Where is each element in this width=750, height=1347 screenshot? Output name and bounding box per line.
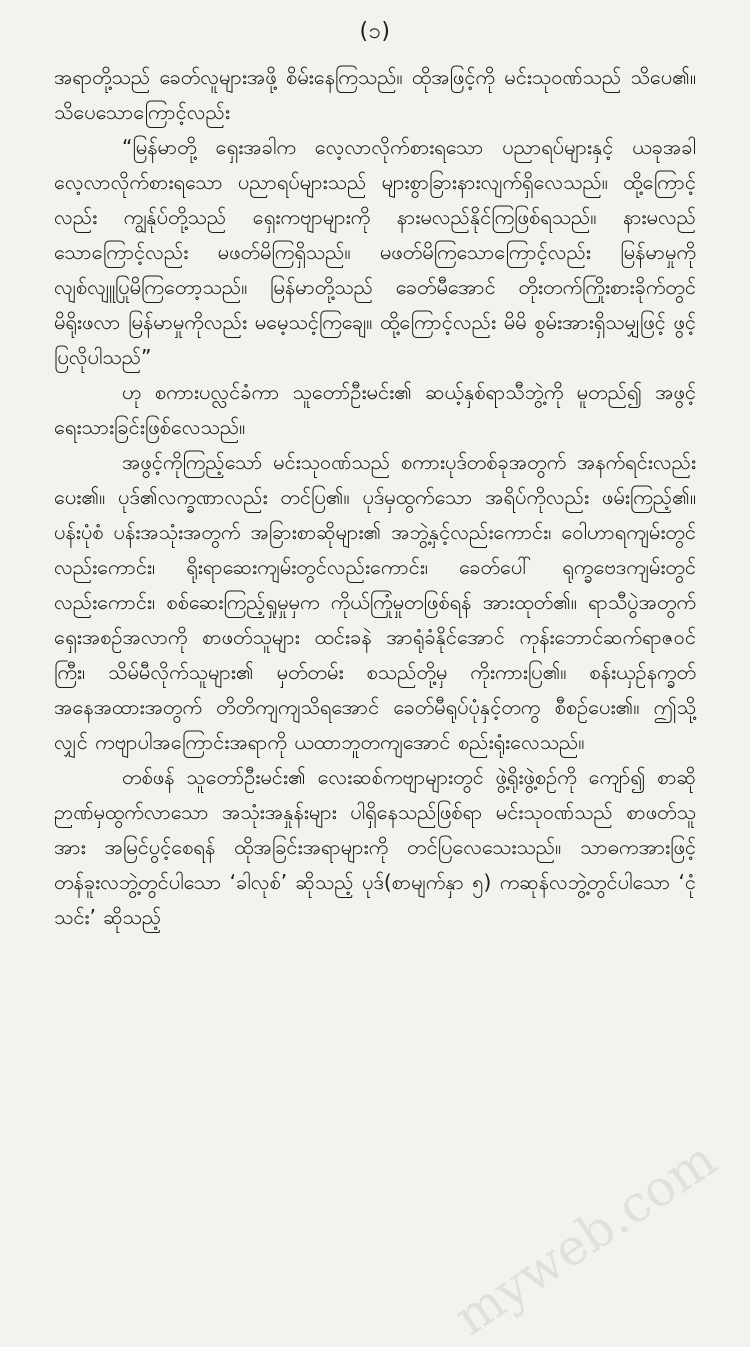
watermark-text: myweb.com	[443, 1129, 726, 1347]
page-number: (၁)	[359, 19, 391, 44]
paragraph-3: ဟု စကားပလ္လင်ခံကာ သူတော်ဦးမင်း၏ ဆယ့်နှစ်ရာသီဘွဲ့ကို မူတည်၍ အဖွင့်ရေးသားခြင်းဖြစ်လေသည်။	[54, 380, 696, 439]
paragraph-1: အရာတို့သည် ခေတ်လူများအဖို့ စိမ်းနေကြသည်။ ထိုအဖြင့်ကို မင်းသုဝဏ်သည် သိပေ၏။ သိပေသောကြောင့်လည်း	[54, 65, 696, 124]
quoted-paragraph: “မြန်မာတို့ ရှေးအခါက လေ့လာလိုက်စားရသော ပညာရပ်များနှင့် ယခုအခါ လေ့လာလိုက်စားရသော ပညာရပ်များသည် များစွာခြားနားလျက်ရှိလေသည်။ ထို့ကြောင့်လည်း ကျွန်ုပ်တို့သည် ရှေးကဗျာများကို နားမလည်နိုင်ကြဖြစ်ရသည်။ နားမလည်သောကြောင့်လည်း မဖတ်မိကြရှိသည်။ မဖတ်မိကြသောကြောင့်လည်း မြန်မာမှုကို လျစ်လျူပြုမိကြတော့သည်။ မြန်မာတို့သည် ခေတ်မီအောင် တိုးတက်ကြိုးစားခိုက်တွင် မိရိုးဖလာ မြန်မာမှုကိုလည်း မမေ့သင့်ကြချေ။ ထို့ကြောင့်လည်း မိမိ စွမ်းအားရှိသမျှဖြင့် ဖွင့်ပြလိုပါသည်”	[54, 135, 696, 369]
paragraph-5: တစ်ဖန် သူတော်ဦးမင်း၏ လေးဆစ်ကဗျာများတွင် ဖွဲ့ရိုးဖွဲ့စဉ်ကို ကျော်၍ စာဆိုဉာဏ်မှထွက်လာသော အသုံးအနှုန်းများ ပါရှိနေသည်ဖြစ်ရာ မင်းသုဝဏ်သည် စာဖတ်သူအား အမြင်ပွင့်စေရန် ထိုအခြင်းအရာများကို တင်ပြလေသေးသည်။ သာဓကအားဖြင့် တန်ခူးလဘွဲ့တွင်ပါသော ‘ခါလုစ်’ ဆိုသည့် ပုဒ်(စာမျက်နှာ ၅) ကဆုန်လဘွဲ့တွင်ပါသော ‘ငုံသင်း’ ဆိုသည့်	[54, 765, 696, 929]
paragraph-4: အဖွင့်ကိုကြည့်သော် မင်းသုဝဏ်သည် စကားပုဒ်တစ်ခုအတွက် အနက်ရင်းလည်း ပေး၏။ ပုဒ်၏လက္ခဏာလည်း တင်ပြ၏။ ပုဒ်မှထွက်သော အရိပ်ကိုလည်း ဖမ်းကြည့်၏။ ပန်းပုံစံ ပန်းအသုံးအတွက် အခြားစာဆိုများ၏ အဘွဲ့နှင့်လည်းကောင်း၊ ဝေါဟာရကျမ်းတွင်လည်းကောင်း၊ ရိုးရာဆေးကျမ်းတွင်လည်းကောင်း၊ ခေတ်ပေါ် ရုက္ခဗေဒကျမ်းတွင်လည်းကောင်း၊ စစ်ဆေးကြည့်ရှုမှုမှက ကိုယ်ကြုံမှုတဖြစ်ရန် အားထုတ်၏။ ရာသီပွဲအတွက် ရှေးအစဉ်အလာကို စာဖတ်သူများ ထင်းခနဲ အာရုံခံနိုင်အောင် ကုန်းဘောင်ဆက်ရာဇဝင်ကြီး၊ သိမ်မီလိုက်သူများ၏ မှတ်တမ်း စသည်တို့မှ ကိုးကားပြ၏။ စန်းယှဉ်နက္ခတ်အနေအထားအတွက် တိတိကျကျသိရအောင် ခေတ်မီရုပ်ပုံနှင့်တကွ စီစဉ်ပေး၏။ ဤသို့လျှင် ကဗျာပါအကြောင်းအရာကို ယထာဘူတကျအောင် စည်းရုံးလေသည်။	[54, 450, 696, 754]
